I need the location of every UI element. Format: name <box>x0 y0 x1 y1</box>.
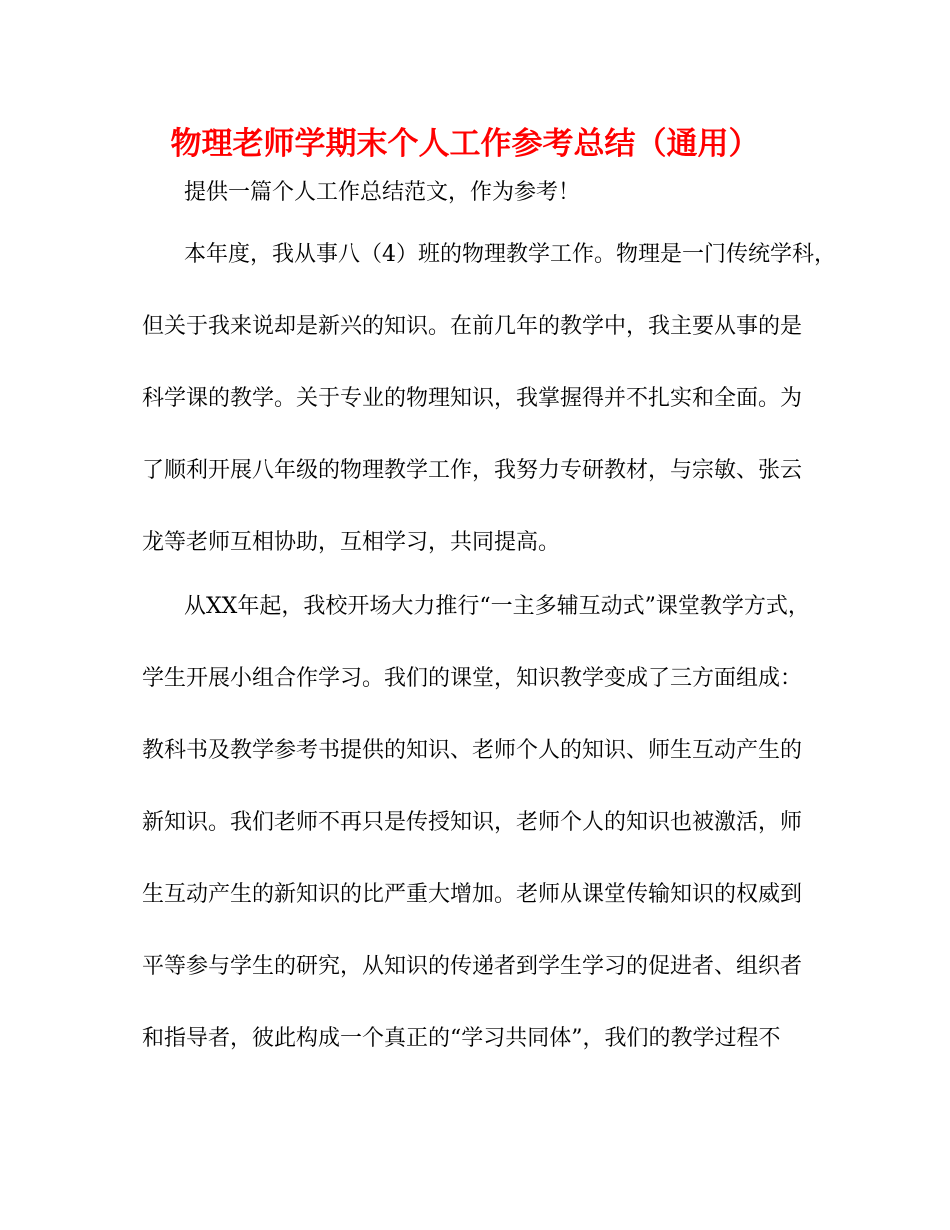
paragraph-line: 了顺利开展八年级的物理教学工作，我努力专研教材，与宗敏、张云 <box>142 458 803 483</box>
paragraph-line: 学生开展小组合作学习。我们的课堂，知识教学变成了三方面组成： <box>142 666 803 691</box>
paragraph-line: 教科书及教学参考书提供的知识、老师个人的知识、师生互动产生的 <box>142 738 803 763</box>
paragraph-line: 和指导者，彼此构成一个真正的“学习共同体”，我们的教学过程不 <box>142 1026 781 1051</box>
paragraph-line: 新知识。我们老师不再只是传授知识，老师个人的知识也被激活，师 <box>142 810 803 835</box>
paragraph-line: 科学课的教学。关于专业的物理知识，我掌握得并不扎实和全面。为 <box>142 386 803 411</box>
document-title: 物理老师学期末个人工作参考总结（通用） <box>170 126 760 162</box>
intro-line: 提供一篇个人工作总结范文，作为参考！ <box>184 180 581 205</box>
paragraph-line: 从XX年起，我校开场大力推行“一主多辅互动式”课堂教学方式， <box>184 594 810 619</box>
paragraph-line: 本年度，我从事八（4）班的物理教学工作。物理是一门传统学科， <box>184 242 836 267</box>
paragraph-line: 龙等老师互相协助，互相学习，共同提高。 <box>142 530 561 555</box>
paragraph-line: 平等参与学生的研究，从知识的传递者到学生学习的促进者、组织者 <box>142 954 803 979</box>
paragraph-line: 但关于我来说却是新兴的知识。在前几年的教学中，我主要从事的是 <box>142 314 803 339</box>
paragraph-line: 生互动产生的新知识的比严重大增加。老师从课堂传输知识的权威到 <box>142 882 803 907</box>
